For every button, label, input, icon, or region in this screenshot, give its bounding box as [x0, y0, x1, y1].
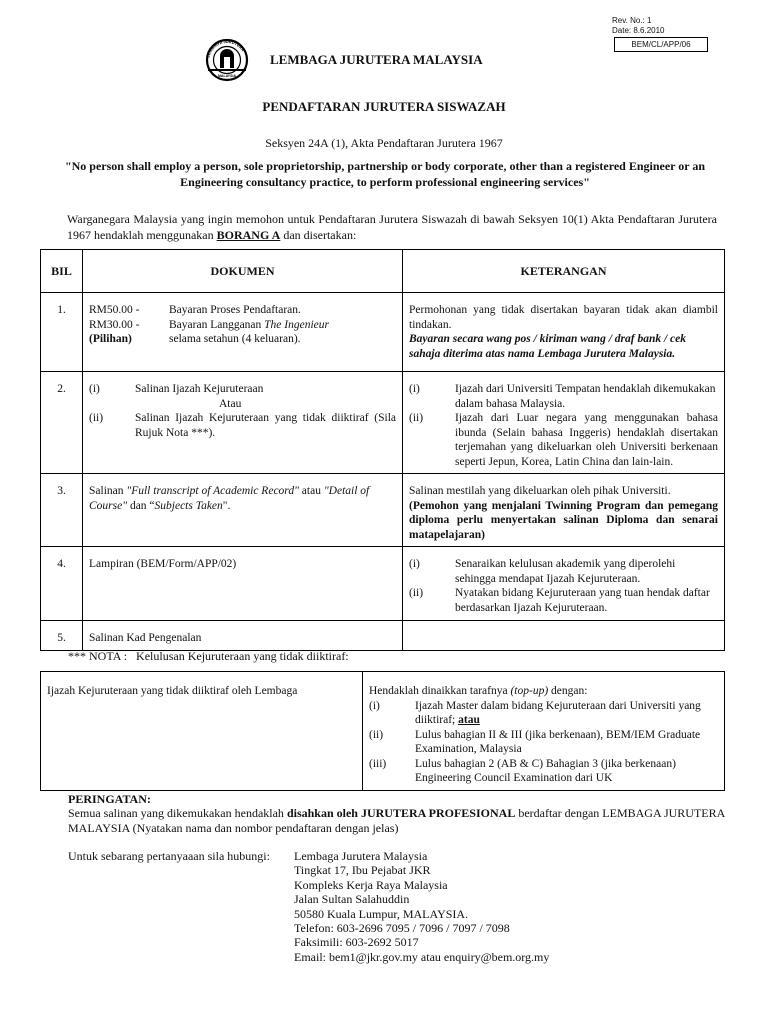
nota-left: Ijazah Kejuruteraan yang tidak diiktiraf oleh Lembaga [41, 672, 363, 791]
contact-email: Email: bem1@jkr.gov.my atau enquiry@bem.org.my [294, 949, 550, 964]
header-dokumen: DOKUMEN [83, 250, 403, 293]
row3-dokumen: Salinan "Full transcript of Academic Record" atau "Detail of Course" dan “Subjects Taken". [83, 474, 403, 547]
row2-dokumen: (i) Salinan Ijazah Kejuruteraan Atau (ii) Salinan Ijazah Kejuruteraan yang tidak diiktiraf (Sila Rujuk Nota ***). [83, 372, 403, 474]
row4-dokumen: Lampiran (BEM/Form/APP/02) [83, 547, 403, 621]
row3-keterangan: Salinan mestilah yang dikeluarkan oleh pihak Universiti. (Pemohon yang menjalani Twinning Program dan pemegang diploma perlu menyertakan salinan Diploma dan senarai matapelajaran) [403, 474, 725, 547]
contact-line: 50580 Kuala Lumpur, MALAYSIA. [294, 906, 469, 921]
organization-name: LEMBAGA JURUTERA MALAYSIA [270, 52, 483, 67]
table-row: 2. (i) Salinan Ijazah Kejuruteraan Atau (ii) Salinan Ijazah Kejuruteraan yang tidak diiktiraf (Sila Rujuk Nota ***). (i) Ijazah dari Universiti Tempatan hendaklah dikemukakan dalam bahasa Malaysia. (ii) Ijazah dari Luar negara yang menggunakan bahasa ibunda (Selain bahasa Inggeris) hendaklah disertakan terjemahan yang dikeluarkan oleh Universiti berkenaan seperti Jepun, Korea, Latin China dan lain-lain. [41, 372, 725, 474]
row4-keterangan: (i) Senaraikan kelulusan akademik yang diperolehi sehingga mendapat Ijazah Kejuruteraan. (ii) Nyatakan bidang Kejuruteraan yang tuan hendak daftar berdasarkan Ijazah Kejuruteraan. [403, 547, 725, 621]
nota-right: Hendaklah dinaikkan tarafnya (top-up) dengan: (i) Ijazah Master dalam bidang Kejuruteraan dari Universiti yang diiktiraf; atau (ii) Lulus bahagian II & III (jika berkenaan), BEM/IEM Graduate Examination, Malaysia (iii) Lulus bahagian 2 (AB & C) Bahagian 3 (jika berkenaan) Engineering Council Examination dari UK [363, 672, 725, 791]
intro-paragraph: Warganegara Malaysia yang ingin memohon untuk Pendaftaran Jurutera Siswazah di bawah Seksyen 10(1) Akta Pendaftaran Jurutera 1967 hendaklah menggunakan BORANG A dan disertakan: [67, 212, 717, 242]
table-row [41, 672, 725, 791]
svg-text:MALAYSIA: MALAYSIA [218, 74, 236, 78]
form-a-label: BORANG A [216, 228, 281, 242]
page-title: PENDAFTARAN JURUTERA SISWAZAH [262, 99, 506, 114]
table-row: 4. Lampiran (BEM/Form/APP/02) (i) Senaraikan kelulusan akademik yang diperolehi sehingga mendapat Ijazah Kejuruteraan. (ii) Nyatakan bidang Kejuruteraan yang tuan hendak daftar berdasarkan Ijazah Kejuruteraan. [41, 547, 725, 621]
contact-line: Jalan Sultan Salahuddin [294, 892, 410, 907]
act-reference: Seksyen 24A (1), Akta Pendaftaran Jurutera 1967 [265, 136, 503, 150]
act-quote: "No person shall employ a person, sole proprietorship, partnership or body corporate, other than a registered Engineer or an Engineering consultancy practice, to perform professional engineering services" [64, 159, 706, 189]
nota-table [40, 671, 725, 791]
table-row: 3. Salinan "Full transcript of Academic Record" atau "Detail of Course" dan “Subjects Taken". Salinan mestilah yang dikeluarkan oleh pihak Universiti. (Pemohon yang menjalani Twinning Program dan pemegang diploma perlu menyertakan salinan Diploma dan senarai matapelajaran) [41, 474, 725, 547]
revision-number: Rev. No.: 1 [612, 16, 652, 25]
contact-line: Lembaga Jurutera Malaysia [294, 849, 428, 863]
contact-fax: Faksimili: 603-2692 5017 [294, 935, 419, 950]
svg-text:LEMBAGA JURUTERA: LEMBAGA JURUTERA [205, 38, 246, 58]
bem-logo-icon [200, 36, 254, 82]
header-bil: BIL [41, 250, 83, 293]
contact-line: Kompleks Kerja Raya Malaysia [294, 877, 448, 892]
form-code-box: BEM/CL/APP/06 [614, 37, 708, 52]
row5-dokumen: Salinan Kad Pengenalan [83, 621, 403, 651]
nota-line: *** NOTA : Kelulusan Kejuruteraan yang tidak diiktiraf: [68, 649, 349, 663]
table-row: 5. Salinan Kad Pengenalan [41, 621, 725, 651]
contact-address [294, 849, 549, 964]
contact-phone: Telefon: 603-2696 7095 / 7096 / 7097 / 7098 [294, 921, 510, 936]
revision-date: Date: 8.6.2010 [612, 26, 665, 35]
header-keterangan: KETERANGAN [403, 250, 725, 293]
warning-heading: PERINGATAN: [68, 792, 151, 806]
row5-keterangan [403, 621, 725, 651]
row1-keterangan: Permohonan yang tidak disertakan bayaran tidak akan diambil tindakan. Bayaran secara wang pos / kiriman wang / draf bank / cek sahaja diterima atas nama Lembaga Jurutera Malaysia. [403, 293, 725, 372]
row2-keterangan: (i) Ijazah dari Universiti Tempatan hendaklah dikemukakan dalam bahasa Malaysia. (ii) Ijazah dari Luar negara yang menggunakan bahasa ibunda (Selain bahasa Inggeris) hendaklah disertakan terjemahan yang dikeluarkan oleh Universiti berkenaan seperti Jepun, Korea, Latin China dan lain-lain. [403, 372, 725, 474]
contact-line: Tingkat 17, Ibu Pejabat JKR [294, 863, 431, 878]
warning-text: Semua salinan yang dikemukakan hendaklah disahkan oleh JURUTERA PROFESIONAL berdaftar dengan LEMBAGA JURUTERA MALAYSIA (Nyatakan nama dan nombor pendaftaran dengan jelas) [68, 806, 725, 835]
revision-info [612, 16, 664, 36]
table-header-row [41, 250, 725, 293]
contact-label: Untuk sebarang pertanyaaan sila hubungi: [68, 849, 270, 863]
row1-dokumen: RM50.00 - Bayaran Proses Pendaftaran. RM30.00 - Bayaran Langganan The Ingenieur (Pilihan) selama setahun (4 keluaran). [83, 293, 403, 372]
table-row: 1. RM50.00 - Bayaran Proses Pendaftaran. RM30.00 - Bayaran Langganan The Ingenieur (Pilihan) selama setahun (4 keluaran). Permohonan yang tidak disertakan bayaran tidak akan diambil tindakan. Bayaran secara wang pos / kiriman wang / draf bank / cek sahaja diterima atas nama Lembaga Jurutera Malaysia. [41, 293, 725, 372]
documents-table [40, 249, 725, 651]
